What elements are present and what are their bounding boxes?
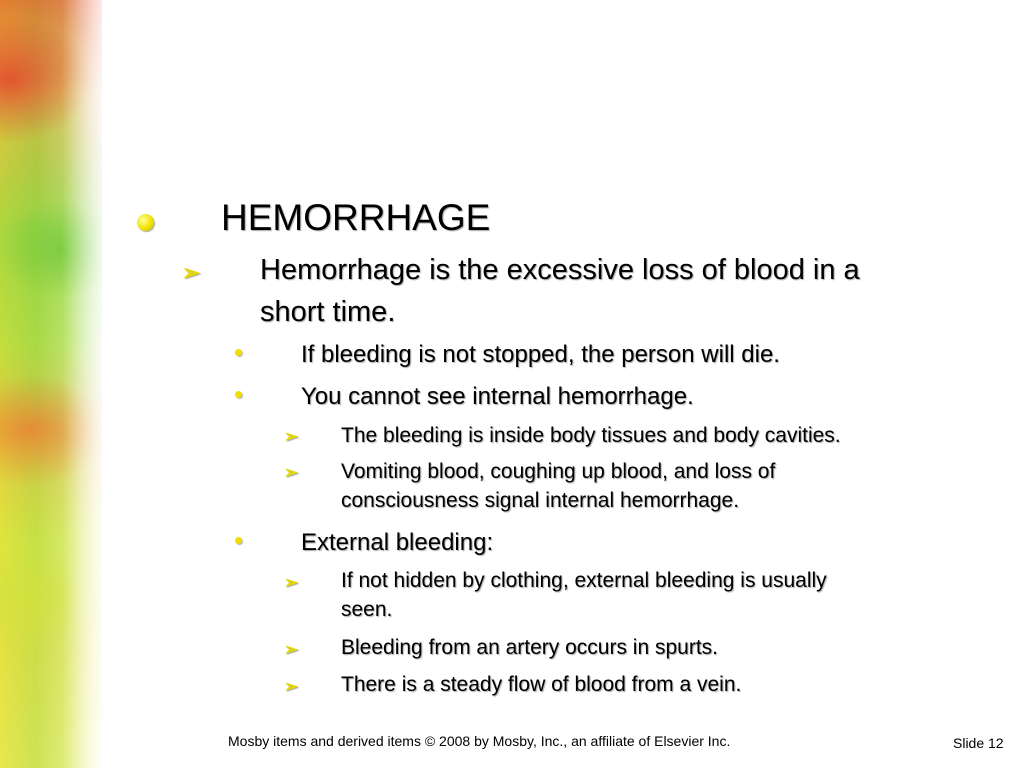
large-yellow-dot-icon: [137, 214, 154, 231]
definition-line-1: Hemorrhage is the excessive loss of blood in a: [260, 254, 860, 286]
slide-heading: HEMORRHAGE: [221, 197, 491, 238]
point-3-sub-1-line-1: If not hidden by clothing, external bleeding is usually: [341, 569, 827, 592]
yellow-arrow-icon: ➢: [284, 427, 299, 446]
point-2-sub-2-line-2: consciousness signal internal hemorrhage.: [341, 489, 740, 512]
gradient-fade: [62, 0, 106, 768]
point-2-sub-2-line-1: Vomiting blood, coughing up blood, and loss of: [341, 460, 776, 483]
point-3-text: External bleeding:: [301, 529, 494, 556]
small-yellow-dot-icon: [235, 391, 242, 398]
footer-copyright: Mosby items and derived items © 2008 by Mosby, Inc., an affiliate of Elsevier Inc.: [228, 733, 731, 749]
yellow-arrow-icon: ➢: [284, 573, 299, 592]
yellow-arrow-icon: ➢: [182, 260, 201, 285]
small-yellow-dot-icon: [235, 537, 242, 544]
yellow-arrow-icon: ➢: [284, 640, 299, 659]
yellow-arrow-icon: ➢: [284, 677, 299, 696]
point-1-text: If bleeding is not stopped, the person will die.: [301, 341, 780, 368]
small-yellow-dot-icon: [235, 349, 242, 356]
point-2-sub-1: The bleeding is inside body tissues and body cavities.: [341, 424, 841, 447]
yellow-arrow-icon: ➢: [284, 463, 299, 482]
slide-number: Slide 12: [953, 735, 1004, 751]
point-2-text: You cannot see internal hemorrhage.: [301, 383, 694, 410]
point-3-sub-3: There is a steady flow of blood from a vein.: [341, 673, 742, 696]
point-3-sub-1-line-2: seen.: [341, 598, 393, 621]
point-3-sub-2: Bleeding from an artery occurs in spurts.: [341, 636, 718, 659]
definition-line-2: short time.: [260, 296, 396, 328]
